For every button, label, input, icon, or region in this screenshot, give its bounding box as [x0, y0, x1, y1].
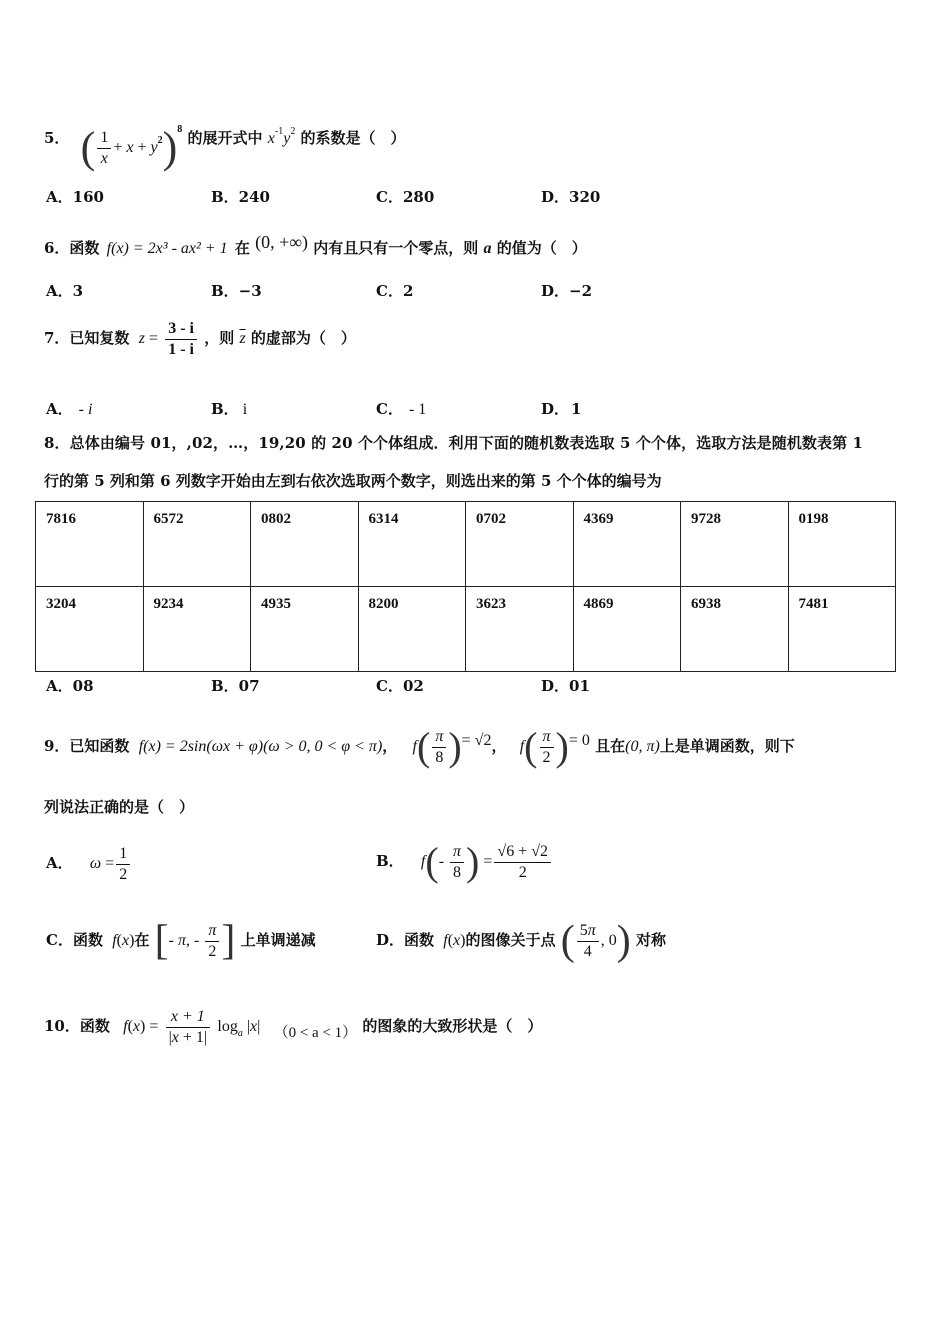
q9-cond2-f: f	[519, 738, 525, 755]
q9-line-1: 9．已知函数 f(x) = 2sin(ωx + φ)(ω > 0, 0 < φ < π)， f( $\frac{\pi}{8}$ )= √2， f( $\frac{\pi}{2}$ )= 0 且在(0, π)上是单调函数，则下	[44, 724, 795, 769]
q8-option-c[interactable]: C．02	[376, 677, 424, 695]
q6-variable: a	[483, 240, 492, 257]
q9-cond1-rhs: = √2	[461, 732, 492, 749]
q8-option-d[interactable]: D．01	[541, 677, 590, 695]
table-row	[36, 587, 896, 672]
table-cell: 8200	[358, 587, 466, 672]
table-cell: 0802	[251, 502, 359, 587]
q5-text-coefficient: 的系数是（ ）	[300, 129, 406, 147]
q9-cond1-f: f	[412, 738, 417, 755]
q9-text-end: 上是单调函数，则下	[659, 737, 795, 755]
table-cell: 7816	[36, 502, 144, 587]
q7-line: 7．已知复数 z = $\frac{3 - i}{1 - i}$ ，则 $\overline{z}$ 的虚部为（ ）	[44, 319, 356, 358]
q8-option-a[interactable]: A．08	[46, 677, 94, 695]
q7-option-a[interactable]: A． - i	[46, 400, 93, 418]
q5-line	[44, 102, 406, 172]
table-cell: 4869	[573, 587, 681, 672]
q5-option-a[interactable]: A．160	[46, 188, 104, 206]
table-cell: 0198	[788, 502, 896, 587]
q8-line-1: 8．总体由编号 01，,02，…，19,20 的 20 个个体组成．利用下面的随机数表选取 5 个个体，选取方法是随机数表第 1	[44, 434, 864, 452]
q6-number: 6．函数	[44, 239, 100, 257]
q9-formula: f(x) = 2sin(ωx + φ)(ω > 0, 0 < φ < π)	[138, 738, 383, 755]
table-cell: 0702	[466, 502, 574, 587]
q7-fraction: $\frac{3 - i}{1 - i}$	[165, 319, 197, 360]
q9-option-a[interactable]: A． ω = $\frac{1}{2}$	[46, 838, 132, 888]
table-cell: 6572	[143, 502, 251, 587]
q5-term: $x^{-1}y^2$	[267, 126, 296, 147]
q7-number: 7．已知复数	[44, 329, 130, 347]
q9-cond2-fraction: $\frac{\pi}{2}$	[540, 727, 554, 768]
q9-option-b[interactable]: B． f(- $\frac{\pi}{8}$ ) = $\frac{√6 + √2}{2}$	[376, 832, 553, 890]
q6-option-a[interactable]: A．3	[46, 282, 84, 300]
q6-text-in: 在	[234, 239, 250, 257]
q5-expression: ( $\frac{1}{x}$ + $x + y^2)^8$	[80, 123, 183, 172]
q6-formula: f(x) = 2x³ - ax² + 1	[106, 240, 228, 257]
q7-option-b[interactable]: B． i	[211, 400, 248, 418]
q9-line-2: 列说法正确的是（ ）	[44, 798, 195, 816]
q5-text-expansion: 的展开式中	[187, 129, 263, 147]
table-cell: 4369	[573, 502, 681, 587]
q6-line	[44, 224, 587, 260]
q8-line-2: 行的第 5 列和第 6 列数字开始由左到右依次选取两个数字，则选出来的第 5 个个体的编号为	[44, 472, 662, 490]
table-cell: 9728	[681, 502, 789, 587]
q10-text-end: 的图象的大致形状是（ ）	[362, 1017, 543, 1035]
table-cell: 7481	[788, 587, 896, 672]
q10-line: 10．函数 f(x) = $\frac{x + 1}{|x + 1|}$ $\log_a |x|$ （0 < a < 1） 的图象的大致形状是（ ）	[44, 1007, 543, 1046]
q9-text-mono: 且在	[595, 737, 626, 755]
q9-interval: (0, π)	[625, 738, 660, 755]
q7-option-d[interactable]: D． 1	[541, 400, 582, 418]
q6-text-after: 内有且只有一个零点，则	[313, 239, 479, 257]
q10-condition: （0 < a < 1）	[273, 1025, 358, 1041]
q10-fraction: $\frac{x + 1}{|x + 1|}$	[166, 1007, 211, 1048]
q5-number: 5．	[44, 129, 70, 147]
q6-option-d[interactable]: D．−2	[541, 282, 593, 300]
q10-log: $\log_a |x|$	[217, 1018, 261, 1039]
table-row	[36, 502, 896, 587]
random-number-table	[35, 501, 896, 672]
q6-interval: (0, +∞)	[255, 232, 309, 252]
table-cell: 6314	[358, 502, 466, 587]
q7-option-c[interactable]: C． - 1	[376, 400, 427, 418]
table-cell: 3623	[466, 587, 574, 672]
q5-option-b[interactable]: B．240	[211, 188, 270, 206]
q9-cond1-fraction: $\frac{\pi}{8}$	[432, 727, 446, 768]
table-cell: 6938	[681, 587, 789, 672]
q10-f: f	[123, 1018, 128, 1035]
q10-number: 10．函数	[44, 1017, 110, 1035]
q9-number: 9．已知函数	[44, 737, 130, 755]
table-cell: 4935	[251, 587, 359, 672]
q6-option-b[interactable]: B．−3	[211, 282, 262, 300]
q9-cond2-rhs: = 0	[568, 732, 590, 749]
table-cell: 3204	[36, 587, 144, 672]
q7-z-conjugate: $\overline{z}$	[239, 330, 246, 347]
q6-text-end: 的值为（ ）	[496, 239, 587, 257]
q5-option-c[interactable]: C．280	[376, 188, 435, 206]
q7-text-then: ，则	[204, 329, 235, 347]
table-cell: 9234	[143, 587, 251, 672]
q7-z: z	[138, 330, 145, 347]
q9-option-d[interactable]: D．函数 f(x)的图像关于点 ( $\frac{5\pi}{4}$ , 0) 对称	[376, 918, 666, 964]
q8-option-b[interactable]: B．07	[211, 677, 260, 695]
q6-option-c[interactable]: C．2	[376, 282, 414, 300]
q7-text-end: 的虚部为（ ）	[250, 329, 356, 347]
q5-option-d[interactable]: D．320	[541, 188, 601, 206]
q9-option-c[interactable]: C．函数 f(x)在 [- π, - $\frac{\pi}{2}$ ] 上单调递减	[46, 918, 316, 964]
